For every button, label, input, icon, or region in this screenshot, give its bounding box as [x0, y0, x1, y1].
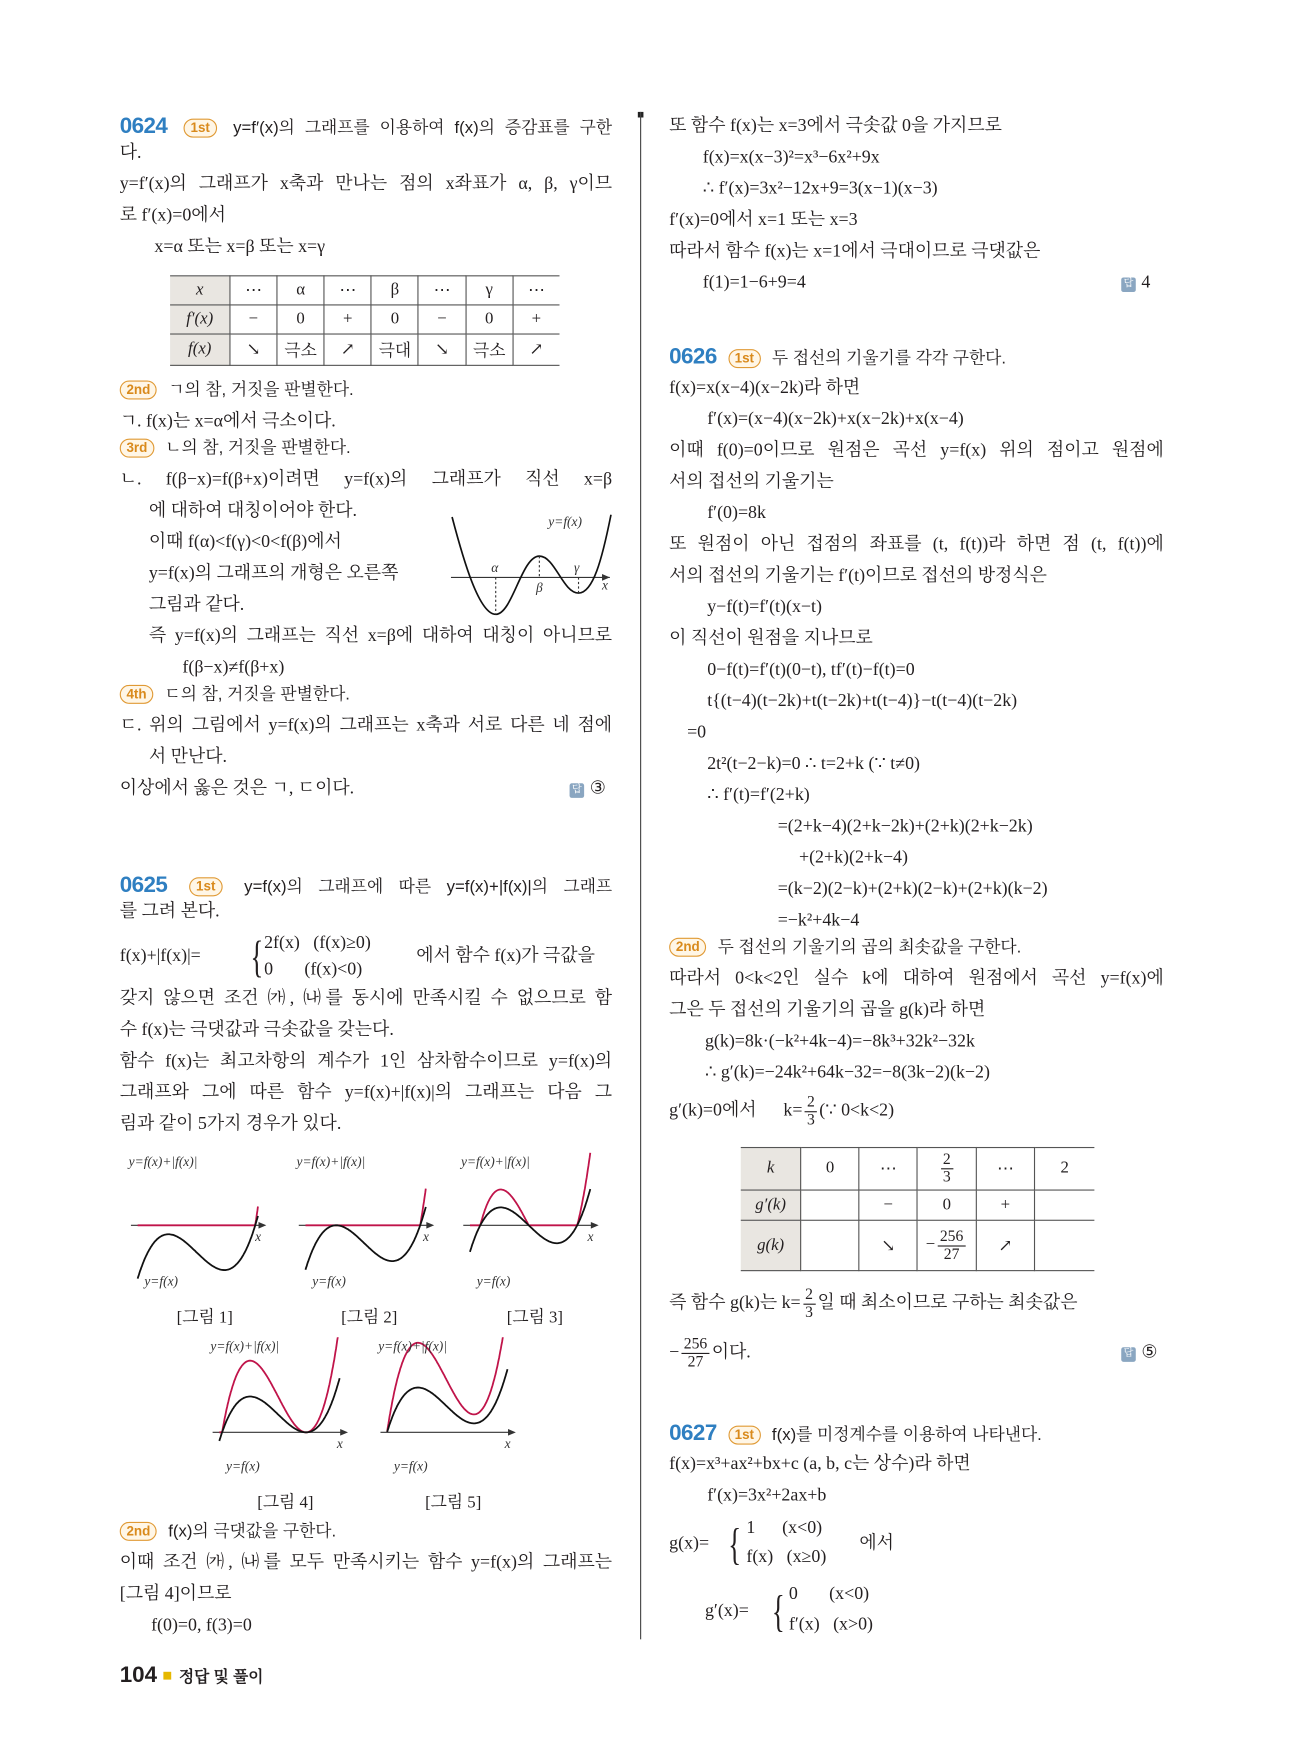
text-line: [669, 376, 860, 401]
graph-y-f-x-0624: [0, 0, 1, 1]
step-badge: 2nd: [120, 1522, 157, 1541]
table-cell: ↘: [418, 334, 465, 365]
text-line: [669, 439, 1164, 464]
text-line: [707, 595, 822, 620]
answer-icon: 답: [1121, 278, 1136, 293]
table-cell: 0: [917, 1190, 976, 1220]
table-cell: α: [277, 276, 324, 305]
line-text: 0−f(t)=f′(t)(0−t), tf′(t)−f(t)=0: [707, 660, 915, 680]
text-line: [669, 1452, 971, 1477]
line-text: 서 만난다.: [148, 747, 227, 767]
table-cell: x: [170, 276, 230, 305]
problem-number: 0627: [669, 1421, 717, 1446]
fraction-line: [669, 1091, 894, 1131]
table-cell: [1035, 1190, 1095, 1220]
table-cell: ↗: [513, 334, 560, 365]
line-text: 두 접선의 기울기의 곱의 최솟값을 구한다.: [717, 937, 1022, 957]
line-text: 그래프와 그에 따른 함수 y=f(x)+|f(x)|의 그래프는 다음 그: [119, 1083, 613, 1103]
figure-caption: [그림 3]: [506, 1309, 563, 1328]
table-cell: ↗: [976, 1220, 1034, 1270]
line-text: 그림과 같다.: [148, 595, 245, 615]
text-line: [120, 172, 612, 197]
answer: [1121, 1341, 1157, 1366]
x-axis-arrow: [426, 1222, 434, 1229]
answer-value: 4: [1141, 273, 1151, 293]
curve-f: [219, 1378, 339, 1441]
figure-caption: [그림 1]: [176, 1309, 233, 1328]
text-line: [669, 627, 873, 652]
step-line: [120, 1520, 336, 1545]
line-text: f(β−x)≠f(β+x): [182, 657, 285, 677]
step-badge: 2nd: [120, 380, 157, 399]
line-text: 에 대하여 대칭이어야 한다.: [148, 501, 357, 521]
table-cell: ⋯: [976, 1148, 1034, 1191]
label-x: x: [422, 1228, 429, 1245]
table-cell: −: [418, 305, 465, 334]
denominator: 3: [806, 1112, 815, 1129]
label-f: y=f(x): [226, 1458, 260, 1474]
line-text: t{(t−4)(t−2k)+t(t−2k)+t(t−4)}−t(t−4)(t−2k): [707, 691, 1018, 711]
x-axis-arrow: [258, 1222, 266, 1229]
line-text: x=α 또는 x=β 또는 x=γ: [154, 237, 326, 257]
table-cell: [801, 1220, 859, 1270]
numerator: 2: [941, 1151, 953, 1169]
line-text: 즉 함수 g(k)는 k=: [669, 1293, 801, 1313]
line-text: g′(k)=0에서 k=: [669, 1101, 803, 1121]
text-line: [669, 998, 985, 1023]
table-row: [170, 276, 559, 305]
text-line: [705, 1061, 990, 1086]
text-line: [120, 1551, 612, 1576]
text-line: [120, 468, 612, 493]
table-cell: ⋯: [324, 276, 371, 305]
table-cell: 0: [801, 1148, 859, 1191]
text-line: [149, 593, 244, 618]
label-f-plus-abs-f: y=f(x)+|f(x)|: [210, 1338, 280, 1354]
table-cell: [1035, 1220, 1095, 1270]
table-cell: [917, 1220, 976, 1270]
table-cell: 극대: [371, 334, 418, 365]
line-text: =(k−2)(2−k)+(2+k)(2−k)+(2+k)(k−2): [777, 879, 1048, 899]
text-line: [151, 1614, 252, 1639]
table-cell: ↗: [324, 334, 371, 365]
table-cell: ↘: [859, 1220, 917, 1270]
text-line: [120, 777, 354, 802]
line-text: ∴ g′(k)=−24k²+64k−32=−8(3k−2)(k−2): [704, 1063, 990, 1083]
x-axis-arrow: [508, 1429, 516, 1436]
numerator: 2: [805, 1094, 817, 1112]
text-line: [154, 235, 325, 260]
label-f-plus-abs-f: y=f(x)+|f(x)|: [461, 1153, 530, 1170]
piecewise-g-rhs: 에서: [859, 1534, 894, 1554]
line-text: ㄴ. f(β−x)=f(β+x)이려면 y=f(x)의 그래프가 직선 x=β: [119, 469, 613, 490]
table-cell: [917, 1148, 976, 1191]
text-line: [149, 745, 227, 770]
text-line: [120, 714, 612, 739]
line-text: y=f′(x)의 그래프가 x축과 만나는 점의 x좌표가 α, β, γ이므: [119, 174, 613, 194]
problem-header: [669, 1421, 1042, 1446]
line-text: =(2+k−4)(2+k−2k)+(2+k)(2+k−2k): [777, 816, 1033, 836]
table-cell: −: [859, 1190, 917, 1220]
line-text: y=f(x)의 그래프에 따른 y=f(x)+|f(x)|의 그래프: [244, 877, 613, 897]
line-text: 를 그려 본다.: [119, 901, 220, 921]
text-line: [120, 987, 612, 1012]
denominator: 3: [805, 1304, 813, 1322]
problem-header: [120, 114, 612, 139]
table-row: [741, 1220, 1095, 1270]
table-row: [170, 305, 559, 334]
table-cell: −: [230, 305, 277, 334]
label-x: x: [336, 1435, 343, 1452]
text-line: [799, 846, 908, 871]
step-badge: 4th: [120, 685, 154, 704]
line-text: 로 f′(x)=0에서: [119, 205, 226, 225]
problem-header: [120, 873, 612, 898]
line-text: =−k²+4k−4: [777, 910, 860, 930]
text-line: [120, 1582, 232, 1607]
table-cell: +: [976, 1190, 1034, 1220]
line-text: ㄱ의 참, 거짓을 판별한다.: [168, 380, 354, 400]
line-text: 이다.: [711, 1342, 751, 1362]
answer-icon: 답: [1121, 1347, 1136, 1362]
text-line: [669, 114, 1002, 139]
table-cell: 극소: [466, 334, 513, 365]
line-text: y−f(t)=f′(t)(x−t): [707, 597, 822, 617]
text-line: [705, 1029, 975, 1054]
fraction: [938, 1228, 966, 1263]
label-f-plus-abs-f: y=f(x)+|f(x)|: [378, 1338, 447, 1354]
label-x: x: [255, 1228, 262, 1245]
figure-caption: [그림 2]: [341, 1309, 398, 1328]
text-line: [120, 141, 142, 166]
text-line: [687, 721, 706, 746]
label-f: y=f(x): [393, 1458, 428, 1474]
text-line: [707, 1484, 826, 1509]
line-text: 따라서 함수 f(x)는 x=1에서 극대이므로 극댓값은: [669, 241, 1041, 261]
line-text: f(x)=x(x−4)(x−2k)라 하면: [669, 378, 861, 398]
line-text: f(1)=1−6+9=4: [702, 273, 806, 293]
answer: [570, 777, 606, 802]
curve-f-plus-abs-f: [305, 1189, 425, 1226]
numerator: 256: [682, 1336, 710, 1354]
line-text: 이때 f(α)<f(γ)<0<f(β)에서: [148, 532, 342, 552]
line-text: 갖지 않으면 조건 ㈎, ㈏를 동시에 만족시킬 수 없으므로 함: [119, 989, 613, 1009]
line-text: g(k)=8k·(−k²+4k−4)=−8k³+32k²−32k: [704, 1031, 975, 1051]
step-badge: 1st: [189, 877, 222, 896]
curve-y-f-x: [452, 515, 611, 615]
x-axis-arrow: [591, 1222, 599, 1229]
piecewise-g-lhs: g(x)=: [669, 1534, 710, 1554]
step-line: [120, 378, 354, 403]
figure-caption: [그림 5]: [425, 1493, 482, 1512]
text-line: [149, 499, 357, 524]
table-row: [741, 1148, 1095, 1191]
text-line: [707, 689, 1017, 714]
line-text: 2t²(t−2−k)=0 ∴ t=2+k (∵ t≠0): [707, 754, 920, 774]
label-f: y=f(x): [312, 1273, 346, 1290]
line-text: 이때 f(0)=0이므로 원점은 곡선 y=f(x) 위의 점이고 원점에: [669, 440, 1164, 460]
text-line: [120, 1112, 342, 1137]
step-badge: 1st: [728, 1426, 761, 1445]
text-line: [707, 658, 914, 683]
table-cell: f(x): [170, 334, 230, 365]
line-text: 즉 y=f(x)의 그래프는 직선 x=β에 대하여 대칭이 아니므로: [148, 626, 613, 646]
step-line: [669, 935, 1021, 960]
text-line: [120, 900, 220, 925]
fraction-line: [669, 1283, 1077, 1323]
table-cell: β: [371, 276, 418, 305]
piecewise-gp-lhs: g′(x)=: [704, 1601, 749, 1621]
text-line: [120, 1050, 612, 1075]
step-line: [120, 436, 351, 461]
table-cell: ⋯: [230, 276, 277, 305]
piecewise-row1: 2f(x) (f(x)≥0): [264, 933, 371, 953]
line-text: 일 때 최소이므로 구하는 최솟값은: [817, 1293, 1078, 1313]
numerator: 256: [938, 1228, 966, 1246]
step-badge: 1st: [184, 119, 217, 138]
step-badge: 3rd: [120, 439, 154, 458]
table-cell: f′(x): [170, 305, 230, 334]
curve-f: [387, 1369, 507, 1432]
denominator: 27: [943, 1246, 960, 1263]
piecewise-g-row1: 1 (x<0): [746, 1518, 823, 1538]
line-text: +(2+k)(2+k−4): [798, 848, 908, 868]
text-line: [778, 909, 860, 934]
label-f: y=f(x): [144, 1273, 179, 1290]
line-text: 이상에서 옳은 것은 ㄱ, ㄷ이다.: [119, 778, 355, 798]
text-line: [669, 239, 1040, 264]
figure-caption: [그림 4]: [257, 1493, 314, 1512]
text-line: [669, 967, 1164, 992]
text-line: [707, 501, 766, 526]
line-text: 이 직선이 원점을 지나므로: [669, 628, 873, 648]
text-line: [120, 1018, 394, 1043]
text-line: [703, 271, 806, 296]
label-x: x: [504, 1435, 511, 1452]
curve-f-plus-abs-f: [138, 1207, 258, 1226]
text-line: [778, 815, 1033, 840]
line-text: 또 함수 f(x)는 x=3에서 극솟값 0을 가지므로: [669, 116, 1002, 136]
table-cell: +: [324, 305, 371, 334]
text-line: [120, 1081, 612, 1106]
text-line: [669, 564, 1047, 589]
column-divider: [640, 112, 641, 1639]
line-text: ㄷ. 위의 그림에서 y=f(x)의 그래프는 x축과 서로 다른 네 점에: [119, 716, 613, 736]
line-text: 따라서 0<k<2인 실수 k에 대하여 원점에서 곡선 y=f(x)에: [669, 969, 1164, 989]
text-line: [149, 562, 399, 587]
answer-value: ⑤: [1141, 1342, 1158, 1362]
table-cell: 0: [371, 305, 418, 334]
line-text: (∵ 0<k<2): [819, 1101, 895, 1121]
problem-number: 0624: [119, 114, 168, 139]
text-line: [149, 530, 342, 555]
line-text: 이때 조건 ㈎, ㈏를 모두 만족시키는 함수 y=f(x)의 그래프는: [119, 1553, 613, 1573]
increase-decrease-table-0624: [170, 275, 559, 366]
curve-f: [305, 1207, 425, 1270]
line-text: f(x)의 극댓값을 구한다.: [168, 1521, 337, 1541]
piecewise-lhs: f(x)+|f(x)|=: [119, 946, 201, 966]
piecewise-gp-row2: f′(x) (x>0): [788, 1614, 874, 1634]
table-cell: ⋯: [418, 276, 465, 305]
denominator: 27: [687, 1353, 704, 1371]
step-badge: 2nd: [669, 938, 706, 957]
table-cell: g(k): [741, 1220, 801, 1270]
label-x: x: [587, 1228, 594, 1245]
line-text: 서의 접선의 기울기는 f′(t)이므로 접선의 방정식은: [669, 566, 1047, 586]
line-text: 다.: [119, 143, 142, 163]
piecewise-gp-row1: 0 (x<0): [788, 1584, 870, 1604]
line-text: f(x)=x(x−3)²=x³−6x²+9x: [702, 147, 880, 167]
label-f-plus-abs-f: y=f(x)+|f(x)|: [296, 1153, 366, 1170]
text-line: [703, 145, 880, 170]
line-text: −: [669, 1342, 680, 1362]
text-line: [707, 407, 964, 432]
text-line: [182, 656, 284, 681]
x-axis-arrow: [340, 1429, 348, 1436]
table-row: [741, 1190, 1095, 1220]
line-text: y=f′(x)의 그래프를 이용하여 f(x)의 증감표를 구한: [233, 118, 613, 138]
line-text: 수 f(x)는 극댓값과 극솟값을 갖는다.: [119, 1020, 394, 1040]
text-line: [703, 177, 938, 202]
table-cell: +: [513, 305, 560, 334]
table-cell: 0: [466, 305, 513, 334]
line-text: =0: [687, 722, 707, 742]
step-line: [120, 683, 350, 708]
text-line: [669, 470, 834, 495]
line-text: 두 접선의 기울기를 각각 구한다.: [771, 349, 1007, 369]
line-text: ㄴ의 참, 거짓을 판별한다.: [165, 438, 351, 458]
piecewise-row2: 0 (f(x)<0): [264, 960, 363, 980]
text-line: [149, 624, 612, 649]
fraction-line: [669, 1333, 751, 1373]
line-text: y=f(x)의 그래프의 개형은 오른쪽: [148, 563, 399, 583]
line-text: f′(x)=(x−4)(x−2k)+x(x−2k)+x(x−4): [707, 409, 964, 429]
piecewise-rhs: 에서 함수 f(x)가 극값을: [416, 946, 595, 966]
label-f-plus-abs-f: y=f(x)+|f(x)|: [128, 1153, 198, 1170]
label-alpha: α: [491, 559, 499, 576]
fraction: [941, 1151, 953, 1186]
page-number: 104: [119, 1662, 158, 1688]
text-line: [778, 877, 1048, 902]
line-text: f(0)=0, f(3)=0: [151, 1615, 252, 1635]
table-cell: 2: [1035, 1148, 1095, 1191]
table-cell: g′(k): [741, 1190, 801, 1220]
label-f: y=f(x): [476, 1273, 511, 1290]
line-text: [그림 4]이므로: [119, 1584, 232, 1604]
text-line: [120, 410, 336, 435]
text-line: [669, 208, 857, 233]
answer-icon: 답: [570, 783, 585, 798]
piecewise-g-row2: f(x) (x≥0): [746, 1547, 827, 1567]
sign: −: [925, 1235, 936, 1254]
fraction: [682, 1336, 710, 1371]
table-row: [170, 334, 559, 365]
label-x: x: [602, 577, 608, 594]
line-text: f(x)=x³+ax²+bx+c (a, b, c는 상수)라 하면: [669, 1454, 971, 1474]
numerator: 2: [803, 1287, 815, 1305]
line-text: f′(x)=3x²+2ax+b: [707, 1486, 827, 1506]
line-text: ㄱ. f(x)는 x=α에서 극소이다.: [119, 411, 336, 431]
text-line: [669, 533, 1164, 558]
text-line: [707, 752, 920, 777]
line-text: ∴ f′(x)=3x²−12x+9=3(x−1)(x−3): [702, 179, 938, 199]
table-cell: 극소: [277, 334, 324, 365]
line-text: f(x)를 미정계수를 이용하여 나타낸다.: [771, 1425, 1042, 1445]
answer: [1121, 271, 1150, 296]
text-line: [707, 783, 810, 808]
fraction: [805, 1094, 817, 1129]
label-curve: y=f(x): [548, 513, 582, 530]
brace: {: [728, 1518, 742, 1569]
problem-number: 0625: [119, 872, 168, 898]
line-text: 그은 두 접선의 기울기의 곱을 g(k)라 하면: [669, 1000, 986, 1020]
footer-square-icon: [163, 1672, 171, 1680]
problem-header: [669, 345, 1006, 370]
table-cell: k: [741, 1148, 801, 1191]
line-text: 함수 f(x)는 최고차항의 계수가 1인 삼차함수이므로 y=f(x)의: [119, 1051, 613, 1071]
table-cell: [801, 1190, 859, 1220]
label-gamma: γ: [574, 559, 580, 576]
line-text: 또 원점이 아닌 접점의 좌표를 (t, f(t))라 하면 점 (t, f(t))에: [669, 534, 1164, 554]
brace: {: [771, 1585, 785, 1636]
text-line: [120, 204, 226, 229]
brace: {: [250, 931, 264, 982]
problem-number: 0626: [669, 344, 717, 370]
answer-value: ③: [589, 778, 606, 798]
line-text: 서의 접선의 기울기는: [669, 472, 834, 492]
table-cell: 0: [277, 305, 324, 334]
table-cell: ⋯: [859, 1148, 917, 1191]
line-text: ㄷ의 참, 거짓을 판별한다.: [164, 684, 350, 704]
increase-decrease-table-0626: [741, 1147, 1095, 1271]
line-text: f′(0)=8k: [707, 503, 766, 523]
line-text: 림과 같이 5가지 경우가 있다.: [119, 1114, 342, 1134]
table-cell: ↘: [230, 334, 277, 365]
label-beta: β: [536, 579, 543, 596]
denominator: 3: [942, 1169, 951, 1187]
table-cell: ⋯: [513, 276, 560, 305]
line-text: f′(x)=0에서 x=1 또는 x=3: [669, 210, 858, 230]
step-badge: 1st: [728, 349, 761, 368]
table-cell: γ: [466, 276, 513, 305]
fraction: [803, 1287, 815, 1322]
curve-f: [470, 1189, 590, 1252]
line-text: ∴ f′(t)=f′(2+k): [707, 785, 810, 805]
footer-title: 정답 및 풀이: [179, 1667, 264, 1686]
